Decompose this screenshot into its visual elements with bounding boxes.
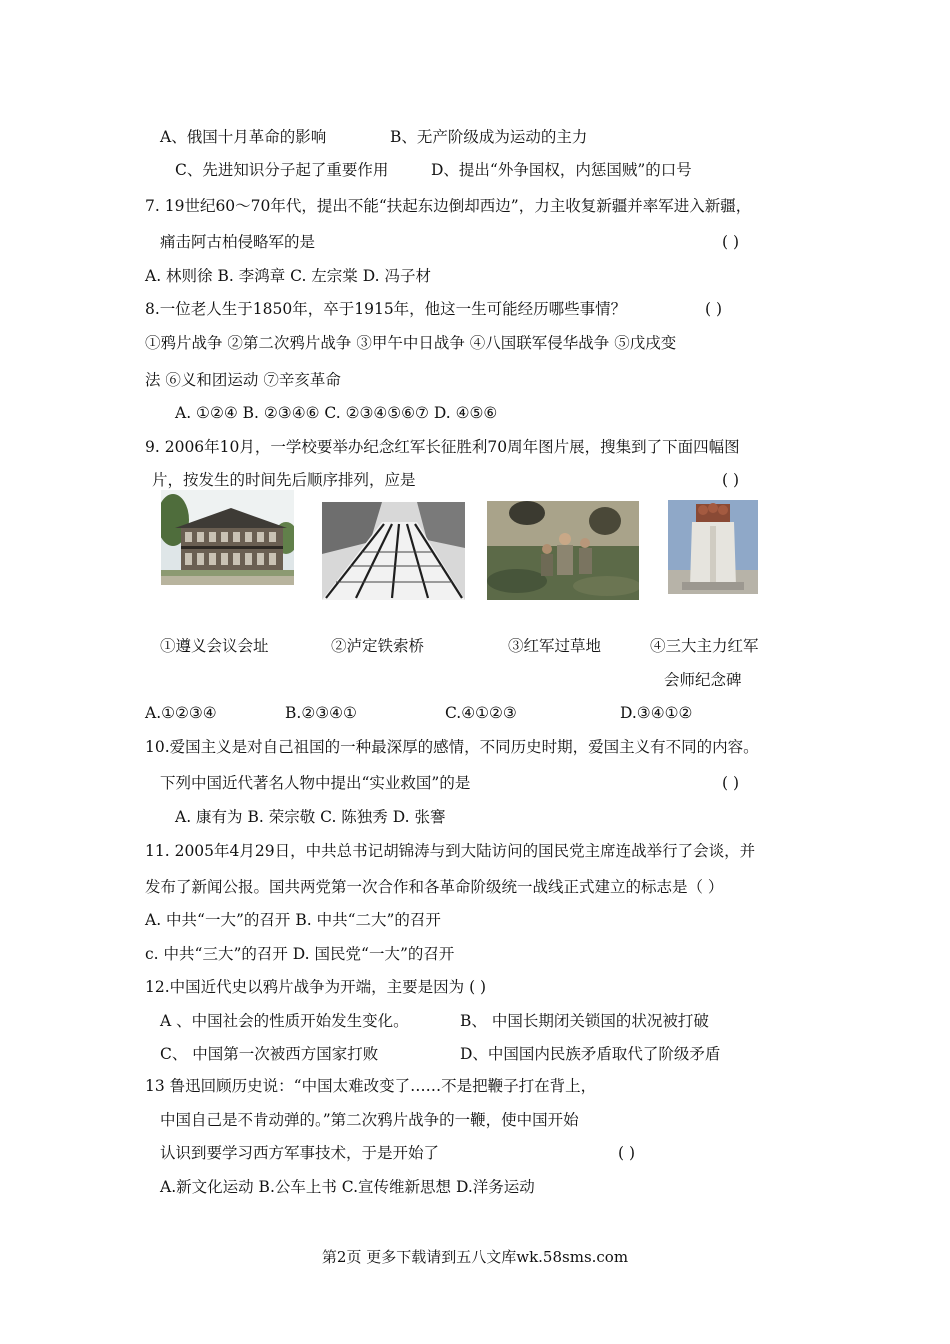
- q9-option-c: C.④①②③: [445, 704, 517, 722]
- q11-stem-line1: 11. 2005年4月29日，中共总书记胡锦涛与到大陆访问的国民党主席连战举行了会谈，并: [145, 842, 756, 860]
- q8-stem-line1: 8.一位老人生于1850年，卒于1915年，他这一生可能经历哪些事情？: [145, 300, 627, 318]
- q12-option-b: B、 中国长期闭关锁国的状况被打破: [460, 1012, 709, 1030]
- q10-stem-line1: 10.爱国主义是对自己祖国的一种最深厚的感情，不同历史时期，爱国主义有不同的内容。: [145, 738, 759, 756]
- q9-caption-1: ①遵义会议会址: [160, 637, 269, 655]
- q10-options: A. 康有为 B. 荣宗敬 C. 陈独秀 D. 张謇: [175, 808, 446, 826]
- q12-option-a: A 、中国社会的性质开始发生变化。: [160, 1012, 409, 1030]
- red-army-grassland-painting: [487, 501, 639, 600]
- luding-chain-bridge-photo: [322, 502, 465, 600]
- q9-stem-line2: 片，按发生的时间先后顺序排列，应是: [152, 471, 416, 489]
- q12-option-c: C、 中国第一次被西方国家打败: [160, 1045, 379, 1063]
- q11-options-line1: A. 中共“一大”的召开 B. 中共“二大”的召开: [145, 911, 441, 929]
- q10-stem-line2: 下列中国近代著名人物中提出“实业救国”的是: [160, 774, 471, 792]
- q11-options-line2: c. 中共“三大”的召开 D. 国民党“一大”的召开: [145, 945, 455, 963]
- q9-stem-line1: 9. 2006年10月，一学校要举办纪念红军长征胜利70周年图片展，搜集到了下面四幅图: [145, 438, 740, 456]
- q7-options: A. 林则徐 B. 李鸿章 C. 左宗棠 D. 冯子材: [145, 267, 431, 285]
- q12-stem: 12.中国近代史以鸦片战争为开端，主要是因为 ( ): [145, 978, 487, 996]
- q6-option-c: C、先进知识分子起了重要作用: [175, 161, 389, 179]
- q10-answer-bracket: ( ): [722, 774, 740, 792]
- three-armies-reunion-monument-photo: [668, 500, 758, 594]
- q9-caption-4-line1: ④三大主力红军: [650, 637, 759, 655]
- q9-caption-3: ③红军过草地: [508, 637, 602, 655]
- q6-option-b: B、无产阶级成为运动的主力: [390, 128, 588, 146]
- q7-stem-line2: 痛击阿古柏侵略军的是: [160, 233, 316, 251]
- zunyi-meeting-site-photo: [161, 490, 294, 585]
- page-footer: 第2页 更多下载请到五八文库wk.58sms.com: [321, 1248, 629, 1266]
- q12-option-d: D、中国国内民族矛盾取代了阶级矛盾: [460, 1045, 721, 1063]
- q11-stem-line2: 发布了新闻公报。国共两党第一次合作和各革命阶级统一战线正式建立的标志是（ ）: [145, 878, 724, 896]
- q7-stem-line1: 7. 19世纪60～70年代，提出不能“扶起东边倒却西边”，力主收复新疆并率军进入新疆，: [145, 197, 752, 215]
- q9-caption-2: ②泸定铁索桥: [331, 637, 425, 655]
- q13-options: A.新文化运动 B.公车上书 C.宣传维新思想 D.洋务运动: [160, 1178, 535, 1196]
- q13-stem-line1: 13 鲁迅回顾历史说：“中国太难改变了……不是把鞭子打在背上，: [145, 1077, 597, 1095]
- q9-option-a: A.①②③④: [145, 704, 217, 722]
- q8-options: A. ①②④ B. ②③④⑥ C. ②③④⑤⑥⑦ D. ④⑤⑥: [175, 404, 498, 422]
- q9-answer-bracket: ( ): [722, 471, 740, 489]
- q13-stem-line2: 中国自己是不肯动弹的。”第二次鸦片战争的一鞭，使中国开始: [160, 1111, 579, 1129]
- q8-events-line1: ①鸦片战争 ②第二次鸦片战争 ③甲午中日战争 ④八国联军侵华战争 ⑤戊戌变: [145, 334, 677, 352]
- q13-answer-bracket: ( ): [618, 1144, 636, 1162]
- q8-answer-bracket: ( ): [705, 300, 723, 318]
- q6-option-d: D、提出“外争国权，内惩国贼”的口号: [431, 161, 692, 179]
- q8-events-line2: 法 ⑥义和团运动 ⑦辛亥革命: [145, 371, 341, 389]
- q9-caption-4-line2: 会师纪念碑: [664, 671, 742, 689]
- q7-answer-bracket: ( ): [722, 233, 740, 251]
- q6-option-a: A、俄国十月革命的影响: [160, 128, 327, 146]
- q9-option-b: B.②③④①: [285, 704, 357, 722]
- q13-stem-line3: 认识到要学习西方军事技术，于是开始了: [160, 1144, 440, 1162]
- q9-option-d: D.③④①②: [620, 704, 693, 722]
